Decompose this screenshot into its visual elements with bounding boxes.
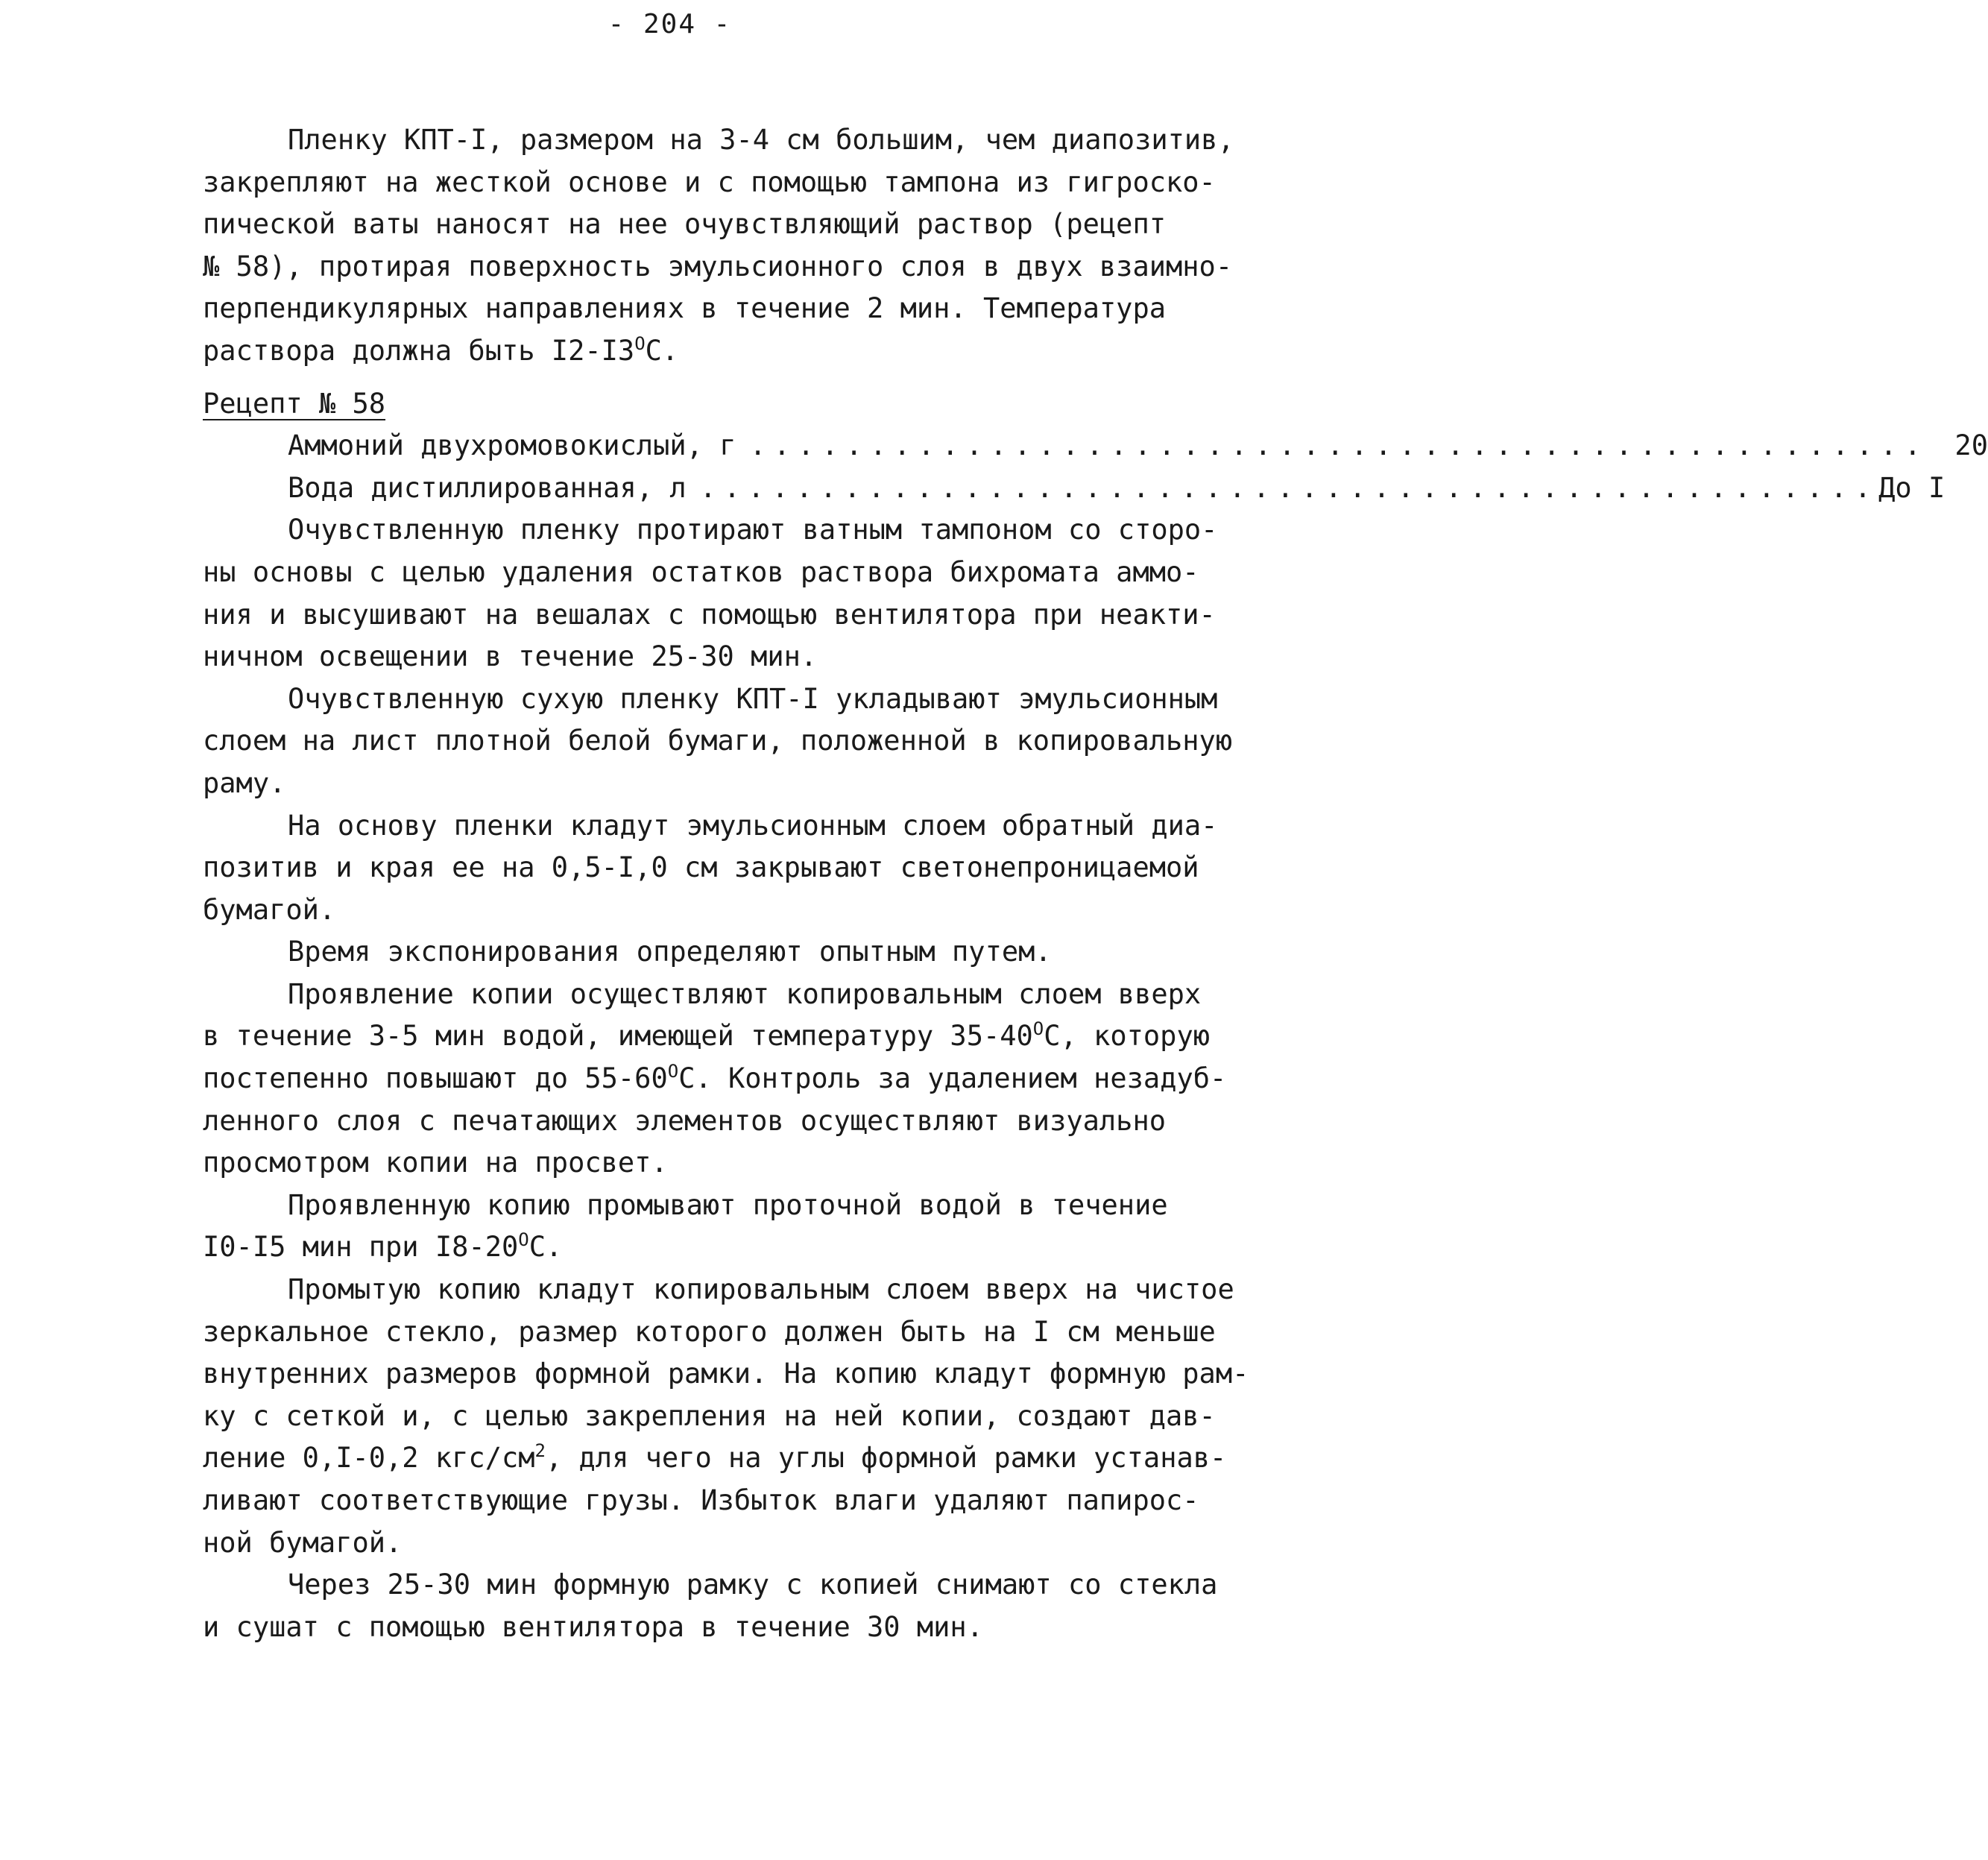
paragraph-wiping: [203, 509, 1269, 678]
text-line: [203, 1015, 1269, 1058]
text-line: ны основы с целью удаления остатков раствора бихромата аммо-: [203, 555, 1199, 588]
degree-superscript: O: [634, 332, 646, 354]
text-line: ленного слоя с печатающих элементов осуществляют визуально: [203, 1104, 1167, 1137]
text-line: ливают соответствующие грузы. Избыток влаги удаляют папирос-: [203, 1484, 1199, 1516]
text-fragment: C.: [528, 1231, 563, 1264]
paragraph-development: [203, 974, 1269, 1185]
degree-superscript: O: [518, 1229, 529, 1251]
text-line: слоем на лист плотной белой бумаги, положенной в копировальную: [203, 725, 1233, 757]
text-line: ничном освещении в течение 25-30 мин.: [203, 640, 818, 673]
paragraph-placing-film: [203, 678, 1269, 805]
text-fragment: в течение 3-5 мин водой, имеющей температуру 35-40: [203, 1020, 1033, 1053]
text-line: Время экспонирования определяют опытным путем.: [288, 936, 1052, 968]
text-line: Через 25-30 мин формную рамку с копией снимают со стекла: [288, 1569, 1218, 1601]
text-line: ния и высушивают на вешалах с помощью вентилятора при неакти-: [203, 598, 1216, 631]
text-fragment: раствора должна быть I2-I3: [203, 334, 635, 367]
recipe-heading: Рецепт № 58: [203, 387, 386, 420]
page-number: - 204 -: [608, 9, 732, 40]
text-line: Очувствленную пленку протирают ватным тампоном со сторо-: [288, 514, 1218, 546]
text-line: [203, 1226, 1269, 1269]
degree-superscript: O: [667, 1061, 679, 1082]
leader-dots: .................................................: [749, 429, 1928, 462]
text-line: № 58), протирая поверхность эмульсионного слоя в двух взаимно-: [203, 250, 1233, 283]
leader-dots: .................................................: [699, 471, 1879, 504]
text-line: Промытую копию кладут копировальным слоем вверх на чистое: [288, 1273, 1234, 1306]
body-text: [203, 119, 1988, 1648]
text-line: Проявление копии осуществляют копировальным слоем вверх: [288, 977, 1202, 1010]
recipe-ingredient: [203, 467, 1946, 510]
recipe-block: [203, 383, 1988, 510]
paragraph-washing: [203, 1185, 1269, 1269]
text-line: [203, 1058, 1269, 1100]
recipe-heading-line: [203, 383, 1269, 426]
paragraph-film-preparation: [203, 119, 1269, 373]
text-line: и сушат с помощью вентилятора в течение 30 мин.: [203, 1610, 983, 1643]
paragraph-exposure: [203, 931, 1269, 974]
text-line: позитив и края ее на 0,5-I,0 см закрывают светонепроницаемой: [203, 851, 1199, 884]
text-line: зеркальное стекло, размер которого должен быть на I см меньше: [203, 1315, 1216, 1348]
text-fragment: ление 0,I-0,2 кгс/см: [203, 1442, 535, 1475]
text-line: внутренних размеров формной рамки. На копию кладут формную рам-: [203, 1358, 1249, 1390]
text-fragment: I0-I5 мин при I8-20: [203, 1231, 519, 1264]
text-line: закрепляют на жесткой основе и с помощью тампона из гигроско-: [203, 165, 1216, 198]
text-line: перпендикулярных направлениях в течение 2 мин. Температура: [203, 292, 1167, 325]
text-line: [203, 1437, 1269, 1480]
paragraph-mounting: [203, 1269, 1269, 1564]
ingredient-name: Вода дистиллированная, л: [288, 471, 687, 504]
ingredient-quantity: 20: [1954, 429, 1988, 462]
text-fragment: C, которую: [1044, 1020, 1211, 1053]
text-line: Пленку КПТ-I, размером на 3-4 см большим, чем диапозитив,: [288, 124, 1234, 156]
text-line: просмотром копии на просвет.: [203, 1147, 668, 1179]
text-line: Очувствленную сухую пленку КПТ-I укладывают эмульсионным: [288, 682, 1218, 715]
text-fragment: постепенно повышают до 55-60: [203, 1062, 668, 1095]
ingredient-name: Аммоний двухромовокислый, г: [288, 429, 736, 462]
text-line: ной бумагой.: [203, 1526, 403, 1559]
paragraph-positive: [203, 805, 1269, 932]
squared-superscript: 2: [534, 1440, 546, 1462]
text-line: раму.: [203, 766, 286, 799]
text-line: [203, 330, 1269, 373]
degree-superscript: O: [1032, 1018, 1044, 1040]
recipe-ingredient: [203, 425, 1988, 467]
text-line: бумагой.: [203, 893, 336, 926]
text-line: пической ваты наносят на нее очувствляющий раствор (рецепт: [203, 208, 1167, 241]
text-fragment: C.: [645, 334, 679, 367]
text-line: ку с сеткой и, с целью закрепления на ней копии, создают дав-: [203, 1399, 1216, 1432]
text-fragment: , для чего на углы формной рамки устанав-: [545, 1442, 1227, 1475]
paragraph-drying: [203, 1564, 1269, 1648]
text-fragment: C. Контроль за удалением незадуб-: [678, 1062, 1227, 1095]
ingredient-quantity: До I: [1878, 471, 1946, 504]
text-line: На основу пленки кладут эмульсионным слоем обратный диа-: [288, 809, 1218, 842]
text-line: Проявленную копию промывают проточной водой в течение: [288, 1188, 1168, 1221]
